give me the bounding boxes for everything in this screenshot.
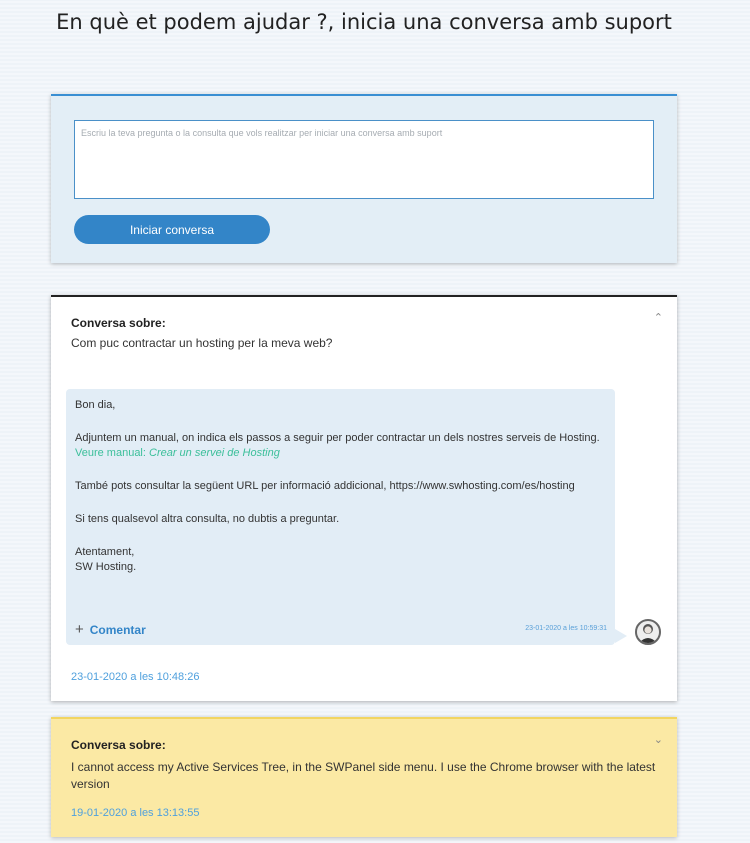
manual-prefix: Veure manual: [75, 447, 146, 459]
page-title: En què et podem ajudar ?, inicia una conversa amb suport [56, 10, 672, 34]
comment-button[interactable] [75, 621, 146, 638]
reply-paragraph: Adjuntem un manual, on indica els passos a seguir per poder contractar un dels nostres serveis de Hosting. [75, 432, 600, 444]
reply-timestamp: 23-01-2020 a les 10:59:31 [525, 625, 607, 632]
reply-paragraph-url: També pots consultar la següent URL per informació addicional, https://www.swhosting.com/es/hosting [75, 480, 575, 492]
reply-greeting: Bon dia, [75, 399, 116, 411]
conversation-subject: I cannot access my Active Services Tree, in the SWPanel side menu. I use the Chrome browser with the latest version [71, 760, 656, 791]
comment-label: Comentar [89, 623, 146, 637]
plus-icon: + [75, 621, 84, 638]
conversation-label: Conversa sobre: [71, 316, 166, 330]
question-input[interactable] [74, 120, 654, 199]
manual-line [75, 446, 611, 461]
manual-link[interactable]: Crear un servei de Hosting [149, 447, 280, 459]
conversation-date: 23-01-2020 a les 10:48:26 [71, 671, 200, 683]
conversation-card-pending[interactable] [51, 717, 677, 837]
conversation-subject: Com puc contractar un hosting per la meva web? [71, 336, 333, 350]
reply-paragraph-questions: Si tens qualsevol altra consulta, no dubtis a preguntar. [75, 513, 340, 525]
new-conversation-card [51, 94, 677, 263]
reply-signature: SW Hosting. [75, 561, 137, 573]
support-reply [66, 389, 615, 645]
start-conversation-button[interactable]: Iniciar conversa [74, 215, 270, 244]
chevron-up-icon[interactable]: ⌃ [653, 312, 663, 324]
conversation-label: Conversa sobre: [71, 738, 166, 752]
chevron-down-icon[interactable]: ⌄ [653, 734, 663, 746]
avatar [635, 619, 661, 645]
conversation-card[interactable] [51, 295, 677, 701]
conversation-date: 19-01-2020 a les 13:13:55 [71, 807, 200, 819]
reply-closing: Atentament, [75, 546, 135, 558]
reply-text [75, 398, 611, 575]
